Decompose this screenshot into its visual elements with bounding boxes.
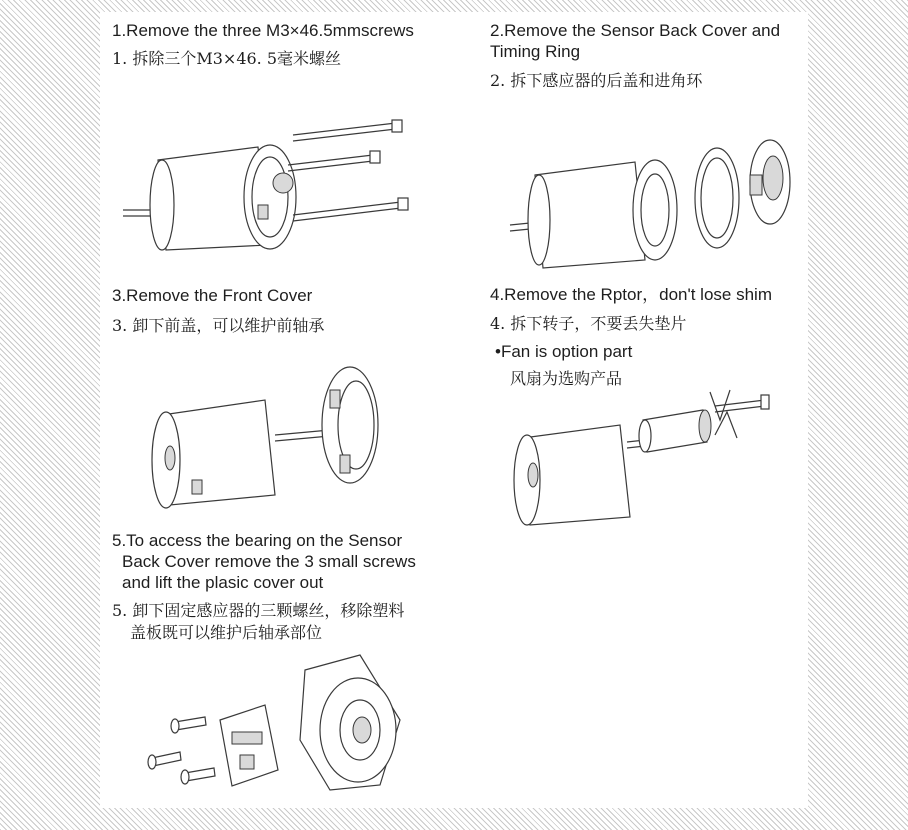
step2-title-en-line2: Timing Ring bbox=[490, 42, 581, 61]
step4-title-en: 4.Remove the Rptor，don't lose shim bbox=[490, 285, 772, 304]
step5-title-en-line2: Back Cover remove the 3 small screws bbox=[122, 552, 416, 571]
step3-illustration bbox=[140, 360, 400, 515]
step2-illustration bbox=[505, 130, 805, 280]
step5-title-zh-line1: 5. 卸下固定感应器的三颗螺丝，移除塑料 bbox=[112, 601, 405, 620]
step3-title-en: 3.Remove the Front Cover bbox=[112, 286, 313, 305]
step5-title-en-line1: 5.To access the bearing on the Sensor bbox=[112, 531, 403, 550]
step5-illustration bbox=[140, 650, 430, 800]
step5-title-en-line3: and lift the plasic cover out bbox=[122, 573, 324, 592]
step1-title-en: 1.Remove the three M3×46.5mmscrews bbox=[112, 21, 414, 40]
step4-fan-note-zh: 风扇为选购产品 bbox=[510, 369, 623, 388]
step5-title-zh-line2: 盖板既可以维护后轴承部位 bbox=[130, 623, 323, 642]
step2-title-en-line1: 2.Remove the Sensor Back Cover and bbox=[490, 21, 781, 40]
step4-title-zh: 4. 拆下转子，不要丢失垫片 bbox=[490, 314, 687, 333]
step1-title-zh: 1. 拆除三个M3×46. 5毫米螺丝 bbox=[112, 49, 342, 68]
step4-fan-note-en: •Fan is option part bbox=[495, 342, 633, 361]
step1-illustration bbox=[118, 105, 418, 265]
step4-illustration bbox=[505, 380, 785, 530]
small-screws bbox=[148, 717, 215, 784]
step2-title-zh: 2. 拆下感应器的后盖和进角环 bbox=[490, 71, 703, 90]
step3-title-zh: 3. 卸下前盖，可以维护前轴承 bbox=[112, 316, 325, 335]
